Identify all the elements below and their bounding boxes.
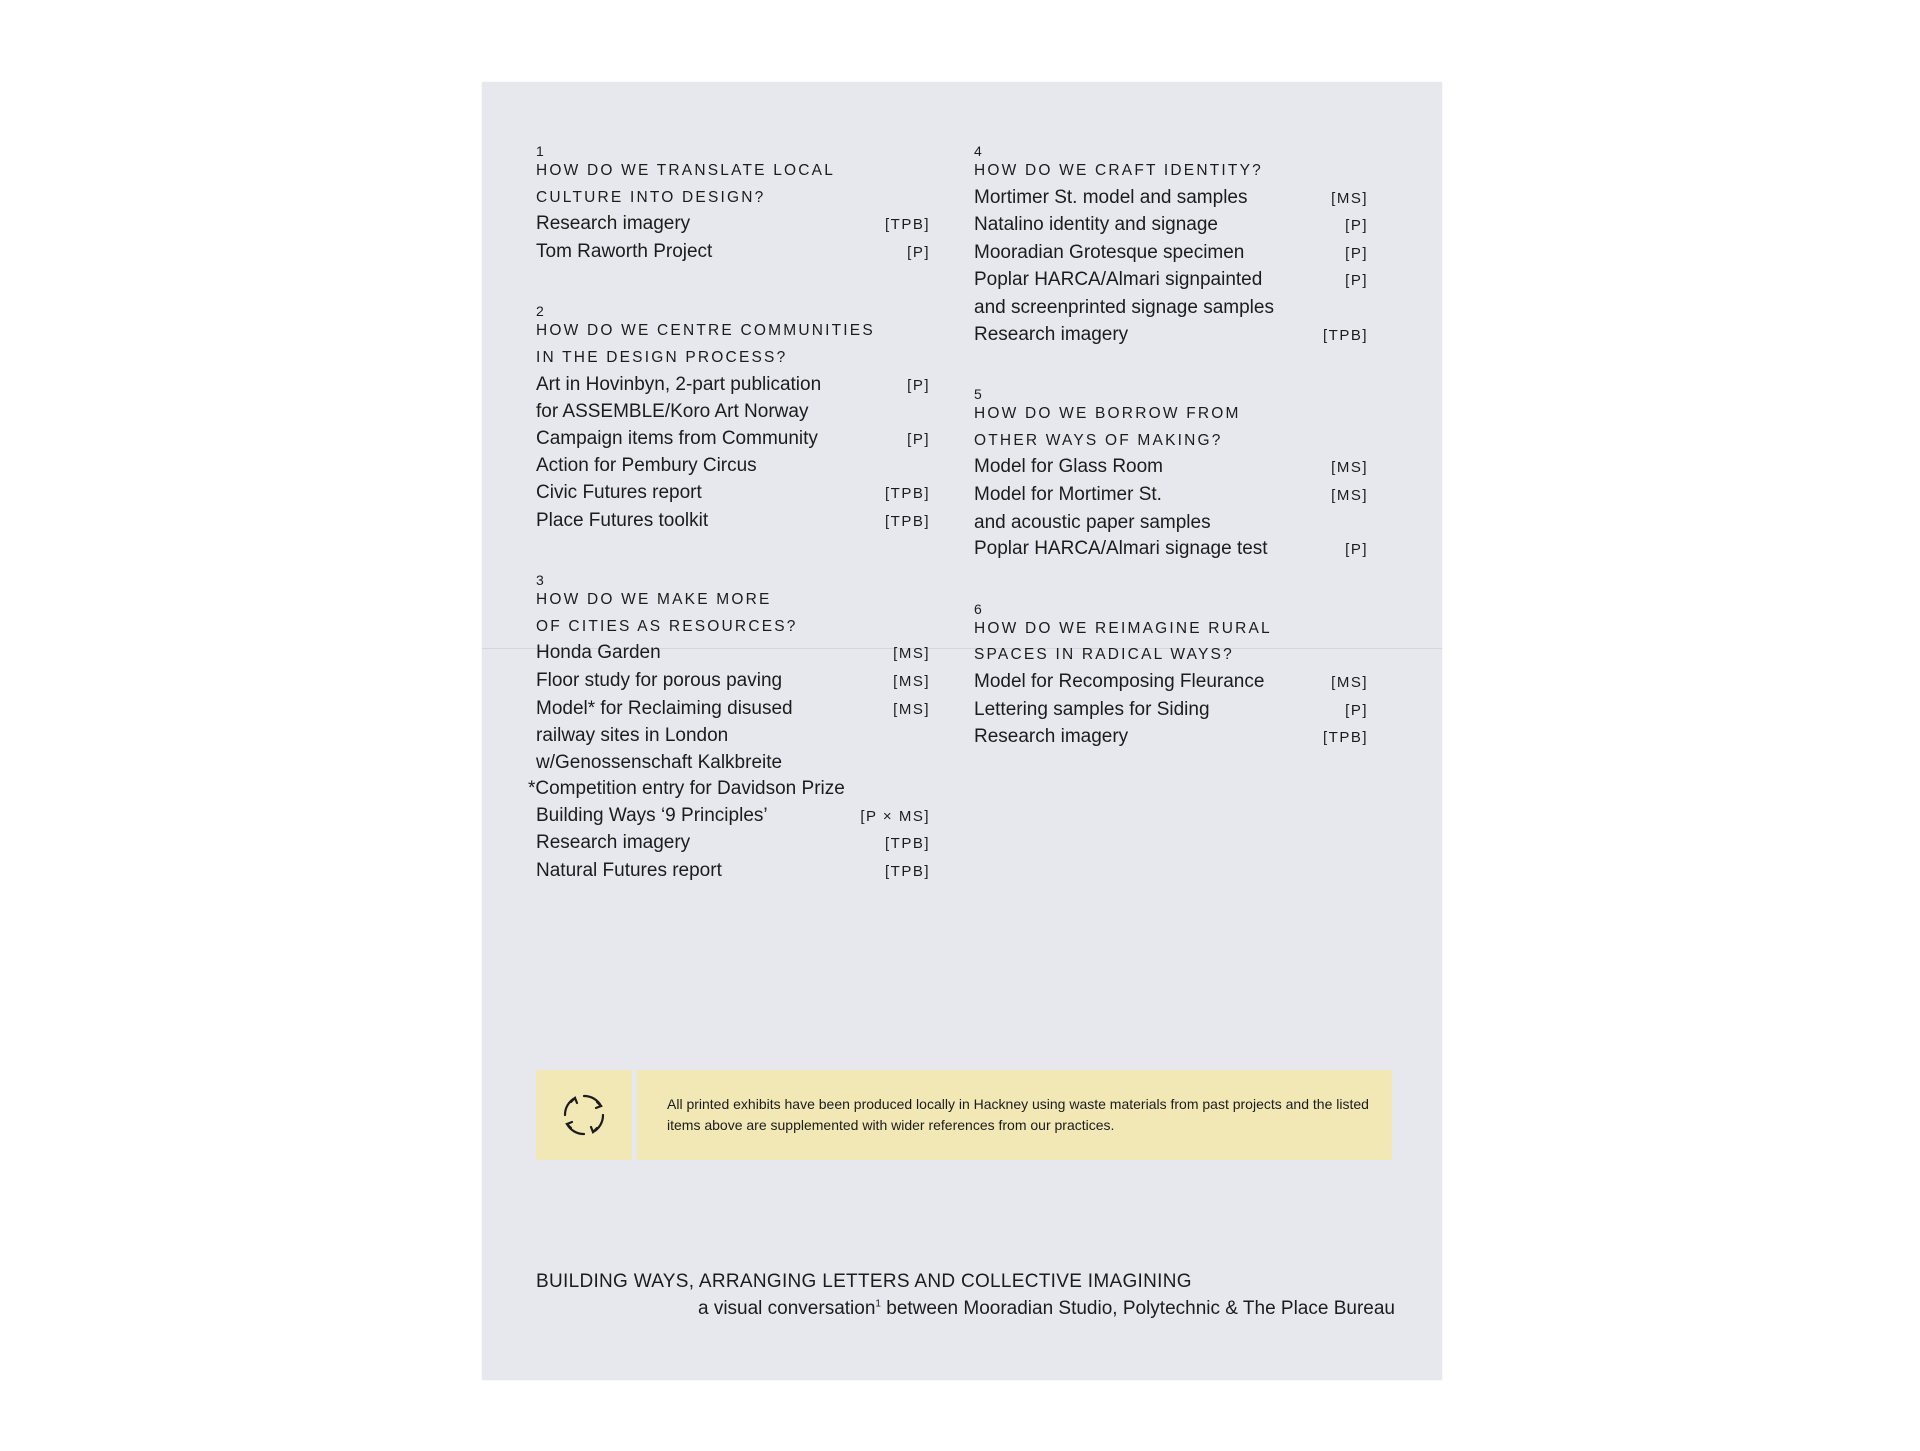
- sustainability-notice: [536, 1070, 1392, 1160]
- section-6: [974, 590, 1368, 752]
- exhibit-item: [974, 295, 1368, 322]
- exhibit-label: *Competition entry for Davidson Prize: [528, 778, 845, 800]
- section-number: 3: [536, 572, 544, 589]
- practice-tag: [MS]: [1331, 673, 1368, 691]
- exhibition-title: BUILDING WAYS, ARRANGING LETTERS AND COLLECTIVE IMAGINING: [536, 1271, 1192, 1292]
- practice-tag: [P]: [1345, 701, 1368, 719]
- exhibit-item: [536, 453, 930, 480]
- exhibit-label: Model for Recomposing Fleurance: [974, 670, 1265, 692]
- exhibit-label: Poplar HARCA/Almari signpainted: [974, 269, 1263, 291]
- exhibit-label: and acoustic paper samples: [974, 511, 1211, 533]
- practice-tag: [P]: [1345, 541, 1368, 559]
- practice-tag: [MS]: [893, 645, 930, 663]
- section-number: 6: [974, 600, 982, 617]
- practice-tag: [TPB]: [884, 835, 930, 853]
- exhibit-item: [536, 399, 930, 426]
- practice-tag: [TPB]: [884, 216, 930, 234]
- section-question: SPACES IN RADICAL WAYS?: [974, 646, 1234, 664]
- practice-tag: [TPB]: [884, 512, 930, 530]
- notice-icon-box: [536, 1070, 632, 1160]
- practice-tag: [P × MS]: [860, 807, 930, 825]
- exhibit-label: Lettering samples for Siding: [974, 698, 1210, 720]
- exhibit-item: [536, 508, 930, 536]
- column-right: [974, 132, 1368, 778]
- exhibit-item: [536, 372, 930, 400]
- exhibit-item: [974, 536, 1368, 564]
- notice-text-box: [637, 1070, 1392, 1160]
- exhibit-item: [974, 454, 1368, 482]
- exhibit-label: Building Ways ‘9 Principles’: [536, 804, 768, 826]
- exhibit-label: Natalino identity and signage: [974, 214, 1219, 236]
- column-left: [528, 132, 930, 912]
- practice-tag: [P]: [1345, 272, 1368, 290]
- exhibit-item: [536, 696, 930, 724]
- section-number: 5: [974, 386, 982, 403]
- section-question: HOW DO WE CRAFT IDENTITY?: [974, 162, 1263, 179]
- practice-tag: [MS]: [1331, 189, 1368, 207]
- exhibit-item: [536, 723, 930, 750]
- practice-tag: [P]: [907, 430, 930, 448]
- practice-tag: [TPB]: [884, 484, 930, 502]
- exhibit-item: [536, 830, 930, 858]
- recycle-circle-icon: [561, 1092, 607, 1138]
- exhibit-label: Model* for Reclaiming disused: [536, 697, 793, 719]
- practice-tag: [P]: [1345, 217, 1368, 235]
- section-5: [974, 375, 1368, 564]
- exhibit-label: Natural Futures report: [536, 860, 722, 882]
- exhibit-label: and screenprinted signage samples: [974, 296, 1274, 318]
- exhibit-label: railway sites in London: [536, 725, 729, 747]
- exhibit-label: Model for Mortimer St.: [974, 483, 1162, 505]
- exhibit-item: [974, 185, 1368, 213]
- exhibit-label: Art in Hovinbyn, 2-part publication: [536, 373, 822, 395]
- subtitle-post: between Mooradian Studio, Polytechnic & The Place Bureau: [880, 1298, 1395, 1319]
- section-question: OF CITIES AS RESOURCES?: [536, 617, 798, 635]
- section-question: HOW DO WE TRANSLATE LOCAL: [536, 162, 836, 179]
- exhibit-label: Research imagery: [974, 323, 1129, 345]
- exhibit-item: [974, 697, 1368, 725]
- section-number: 4: [974, 143, 982, 159]
- section-question: CULTURE INTO DESIGN?: [536, 188, 766, 206]
- exhibit-label: Floor study for porous paving: [536, 669, 783, 691]
- exhibit-label: Research imagery: [536, 213, 691, 235]
- exhibit-label: w/Genossenschaft Kalkbreite: [536, 751, 783, 773]
- exhibit-label: Action for Pembury Circus: [536, 455, 757, 477]
- exhibit-item: [536, 803, 930, 831]
- section-4: [974, 132, 1368, 349]
- section-question: HOW DO WE BORROW FROM: [974, 405, 1241, 423]
- practice-tag: [P]: [907, 243, 930, 261]
- practice-tag: [TPB]: [884, 863, 930, 881]
- practice-tag: [TPB]: [1322, 729, 1368, 747]
- exhibit-item: [974, 212, 1368, 240]
- section-question: IN THE DESIGN PROCESS?: [536, 348, 788, 366]
- exhibit-item: [536, 480, 930, 508]
- exhibit-item: [974, 267, 1368, 295]
- exhibit-item: [536, 858, 930, 886]
- exhibit-label: Place Futures toolkit: [536, 509, 709, 531]
- practice-tag: [MS]: [1331, 486, 1368, 504]
- section-2: [536, 292, 930, 535]
- section-question: HOW DO WE CENTRE COMMUNITIES: [536, 322, 875, 340]
- section-question: HOW DO WE MAKE MORE: [536, 591, 772, 609]
- notice-text: All printed exhibits have been produced locally in Hackney using waste materials from past projects and the listed items above are supplemented with wider references from our practices.: [667, 1096, 1369, 1133]
- exhibit-label: Mortimer St. model and samples: [974, 186, 1248, 208]
- exhibit-item: [536, 239, 930, 267]
- practice-tag: [MS]: [893, 672, 930, 690]
- exhibit-item: [536, 668, 930, 696]
- section-question: HOW DO WE REIMAGINE RURAL: [974, 619, 1272, 637]
- section-1: [536, 132, 930, 266]
- practice-tag: [P]: [1345, 244, 1368, 262]
- exhibit-item: [974, 510, 1368, 537]
- exhibit-label: Campaign items from Community: [536, 427, 818, 449]
- exhibit-item: [974, 240, 1368, 268]
- subtitle-pre: a visual conversation: [697, 1298, 876, 1319]
- leaflet-sheet: [482, 82, 1442, 1380]
- exhibit-item: [536, 750, 930, 777]
- footnote-marker: 1: [875, 1298, 881, 1310]
- exhibit-item: [974, 724, 1368, 752]
- exhibit-label: Poplar HARCA/Almari signage test: [974, 538, 1268, 560]
- exhibit-label: Mooradian Grotesque specimen: [974, 241, 1245, 263]
- exhibit-item: [974, 669, 1368, 697]
- section-question: OTHER WAYS OF MAKING?: [974, 431, 1223, 449]
- exhibit-item: [536, 211, 930, 239]
- exhibit-item: [974, 322, 1368, 350]
- section-number: 1: [536, 143, 544, 159]
- practice-tag: [MS]: [893, 700, 930, 718]
- exhibit-item: [528, 776, 930, 803]
- exhibit-label: Honda Garden: [536, 642, 661, 664]
- exhibit-item: [974, 482, 1368, 510]
- exhibit-item: [536, 426, 930, 454]
- exhibit-label: Model for Glass Room: [974, 456, 1164, 478]
- exhibit-item: [536, 640, 930, 668]
- section-number: 2: [536, 303, 544, 320]
- exhibit-label: Tom Raworth Project: [536, 240, 713, 262]
- section-3: [528, 561, 930, 886]
- exhibit-label: Civic Futures report: [536, 481, 702, 503]
- exhibit-label: for ASSEMBLE/Koro Art Norway: [536, 401, 809, 423]
- exhibit-label: Research imagery: [536, 832, 691, 854]
- exhibition-subtitle: [698, 1298, 1395, 1320]
- practice-tag: [P]: [907, 376, 930, 394]
- practice-tag: [MS]: [1331, 459, 1368, 477]
- exhibit-label: Research imagery: [974, 726, 1129, 748]
- practice-tag: [TPB]: [1322, 326, 1368, 344]
